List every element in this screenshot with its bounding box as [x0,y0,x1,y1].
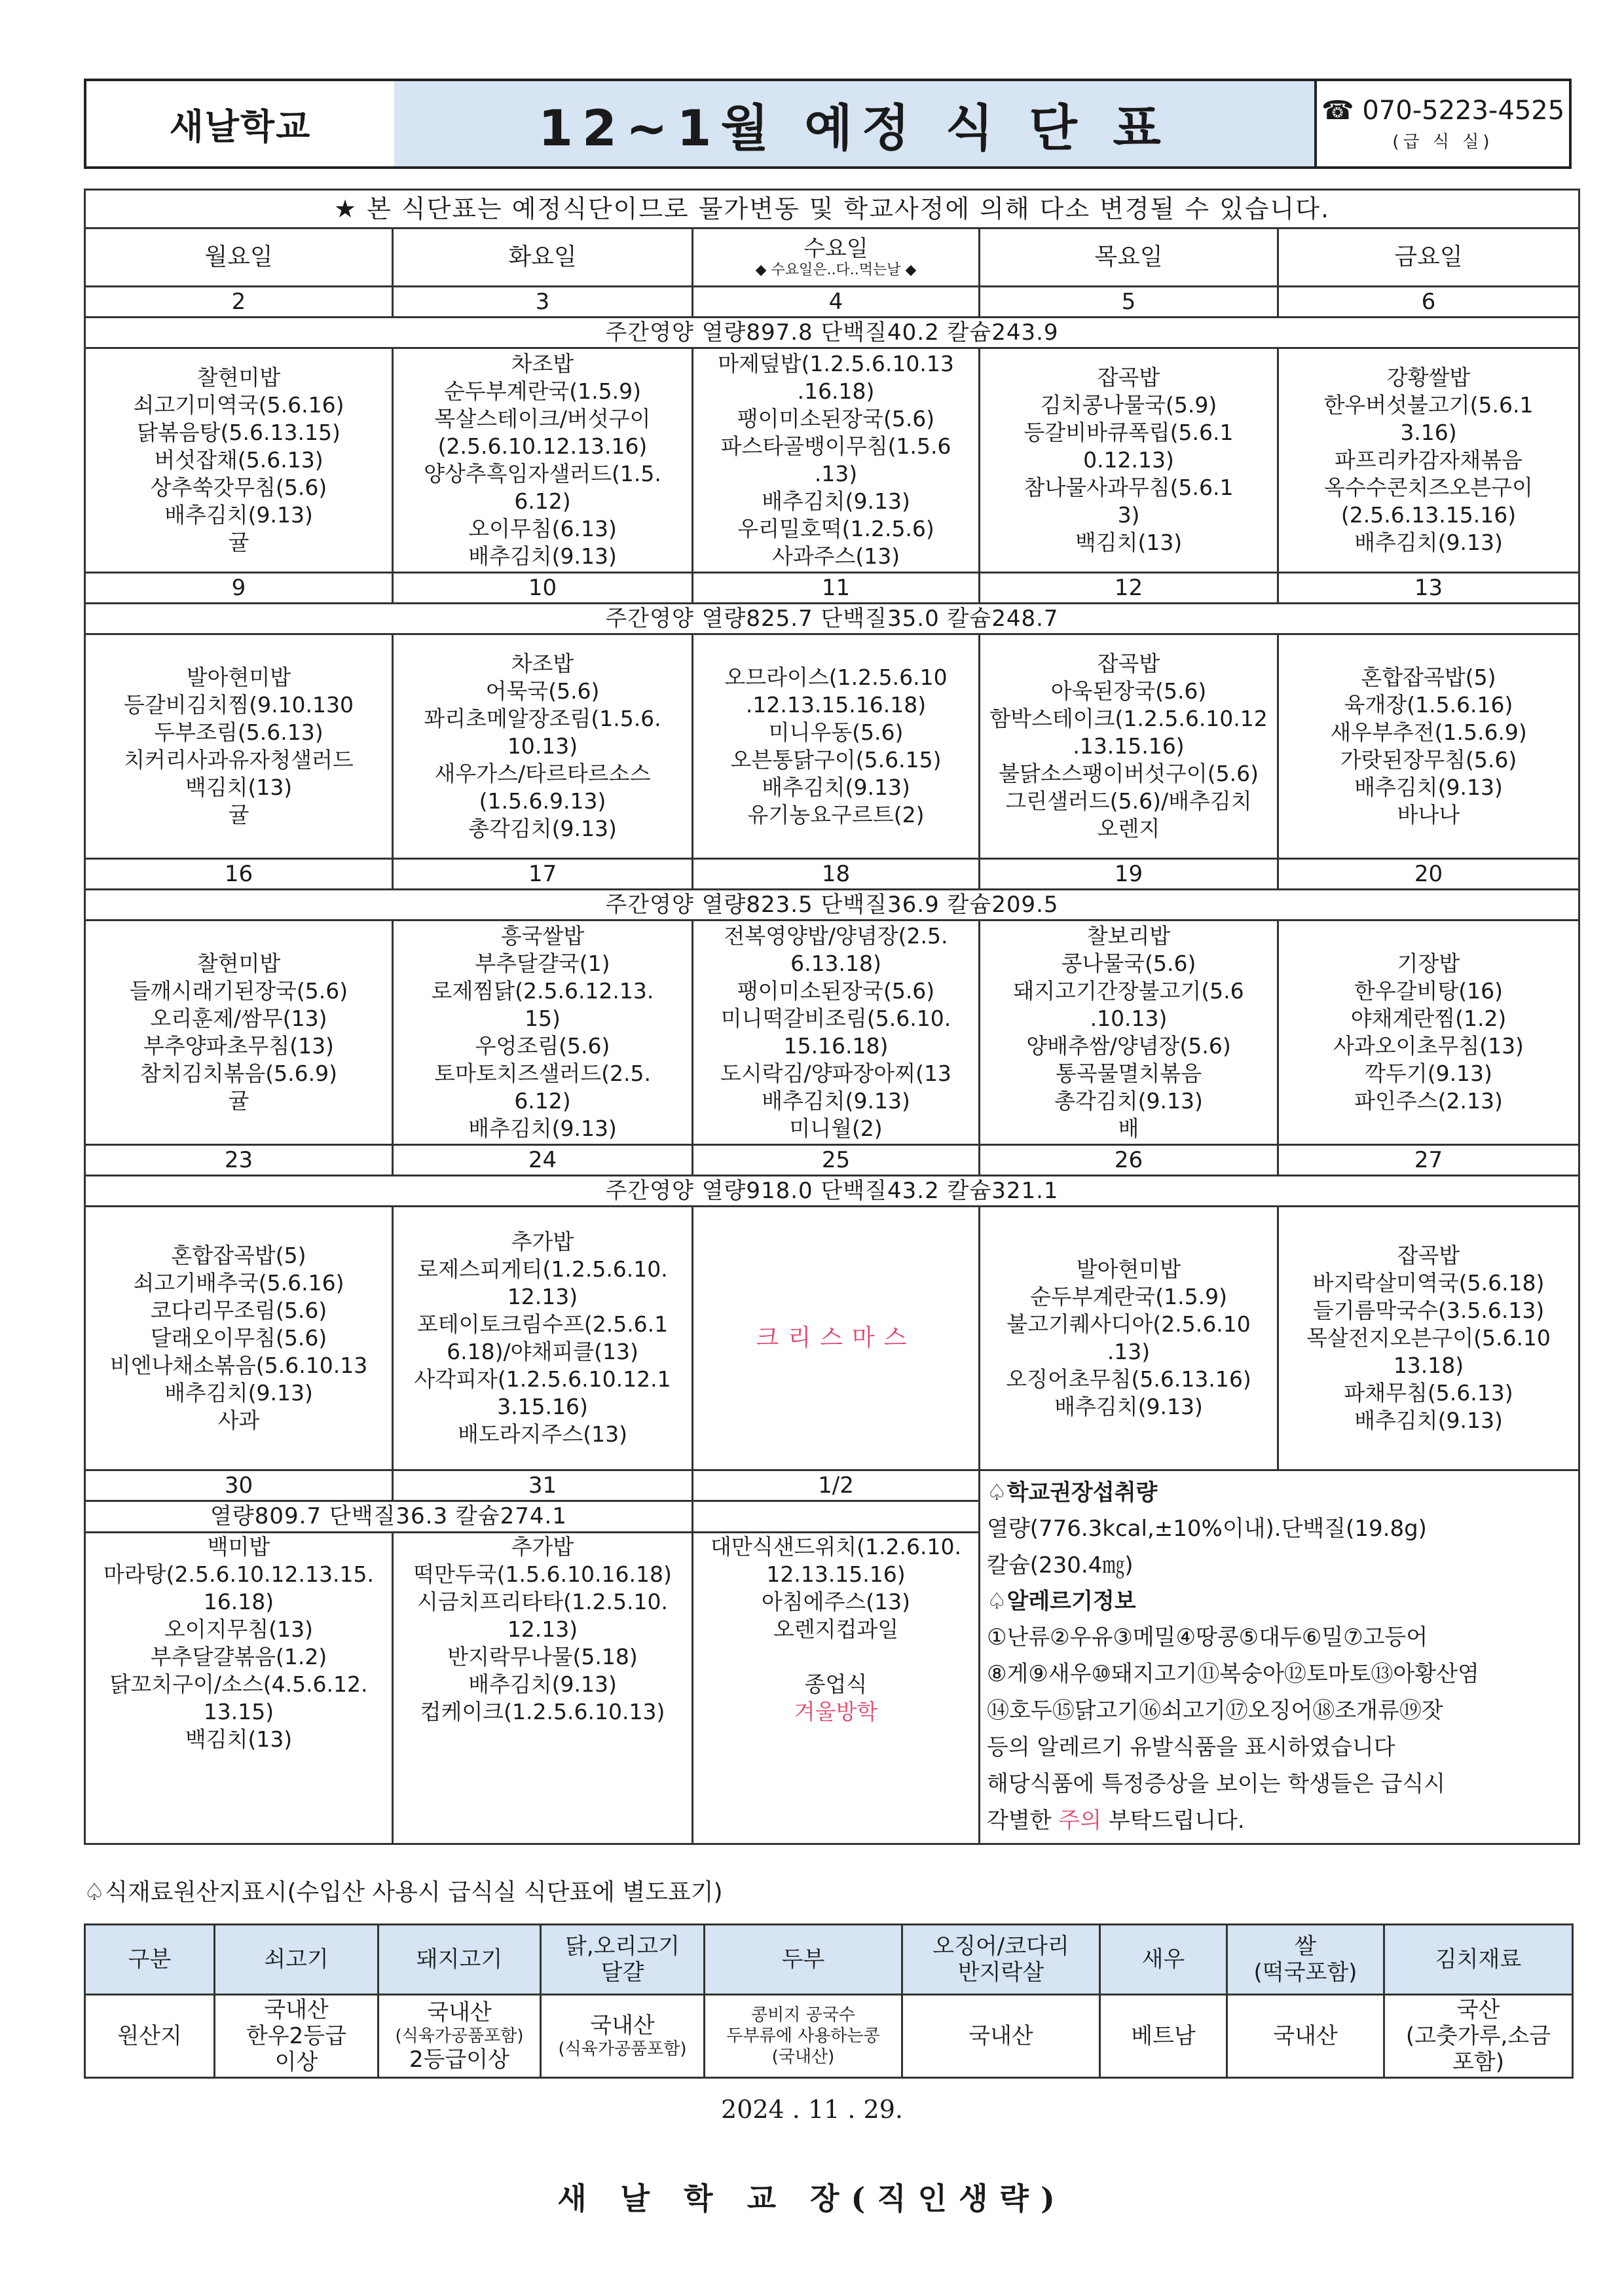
menu-item: 쇠고기미역국(5.6.16) [133,392,344,418]
menu-item: 13.18) [1393,1353,1464,1378]
menu-item: 콩나물국(5.6) [1061,951,1196,976]
menu-item: 깍두기(9.13) [1365,1061,1492,1086]
day-thursday: 목요일 [980,228,1278,287]
origin-header-squid-2: 반지락살 [957,1959,1044,1986]
origin-row-label: 원산지 [85,1995,215,2078]
origin-chicken-1: 국내산 [590,2013,655,2039]
menu-item: 추가밥 [511,1533,574,1559]
menu-item: 참치김치볶음(5.6.9) [140,1061,337,1086]
date-cell-thu: 26 [980,1145,1278,1176]
menu-item: 사과주스(13) [771,543,900,569]
menu-item: 아욱된장국(5.6) [1050,678,1207,704]
meal-row [85,920,1579,1145]
menu-item: 상추쑥갓무침(5.6) [150,475,327,500]
menu-item: 닭볶음탕(5.6.13.15) [137,420,341,445]
origin-header-chicken-1: 닭,오리고기 [564,1933,680,1959]
meal-cell-mon [85,348,393,573]
menu-item: 미니떡갈비조림(5.6.10. [720,1006,951,1031]
meal-cell-thu [980,634,1278,859]
meal-cell-thu [980,348,1278,573]
menu-item: 부추양파초무침(13) [143,1033,334,1059]
meal-cell-fri [1278,1207,1579,1470]
date-cell-fri: 27 [1278,1145,1579,1176]
date-cell-last-0: 30 [85,1470,393,1501]
menu-item: 6.12) [514,488,571,514]
menu-item: .13) [1107,1339,1151,1364]
menu-item: .13.15.16) [1073,733,1185,759]
menu-item: 사과 [217,1408,260,1433]
menu-item: 꽈리초메알장조림(1.5.6. [424,706,661,731]
menu-item: 파인주스(2.13) [1354,1088,1503,1114]
origin-chicken [541,1995,705,2078]
menu-item: 불고기퀘사디아(2.5.6.10 [1006,1311,1251,1337]
caution-line [987,1802,1572,1839]
origin-squid: 국내산 [902,1995,1100,2078]
origin-pork [378,1995,541,2078]
menu-item: .12.13.15.16.18) [745,692,927,718]
menu-item: 비엔나채소볶음(5.6.10.13 [109,1353,368,1378]
weekly-nutrition: 주간영양 열량825.7 단백질35.0 칼슘248.7 [85,604,1579,634]
menu-item: 배추김치(9.13) [762,488,910,514]
menu-item: 부추달걀볶음(1.2) [150,1643,327,1669]
menu-item: 흥국쌀밥 [500,923,585,949]
meal-cell-tue [393,634,693,859]
phone-block [1314,81,1572,166]
menu-item: 코다리무조림(5.6) [150,1298,327,1323]
origin-kimchi-3: 포함) [1452,2049,1504,2075]
menu-item: 통곡물멸치볶음 [1055,1061,1202,1086]
meal-cell-wed [693,348,980,573]
date-cell-fri: 6 [1278,287,1579,318]
day-friday: 금요일 [1278,228,1579,287]
menu-item: 쇠고기배추국(5.6.16) [133,1270,344,1296]
day-monday: 월요일 [85,228,393,287]
menu-item: 배추김치(9.13) [164,502,313,528]
menu-item: 시금치프리타타(1.2.5.10. [417,1588,668,1614]
menu-item: 전복영양밥/양념장(2.5. [724,923,948,949]
meal-cell-mon [85,1207,393,1470]
menu-item: 떡만두국(1.5.6.10.16.18) [413,1561,672,1587]
meal-cell-tue [393,1207,693,1470]
origin-header-rice [1227,1925,1384,1995]
day-wednesday-sub: ◆ 수요일은..다..먹는날 ◆ [755,262,917,278]
menu-item: 15.16.18) [783,1033,889,1059]
date-cell-mon: 9 [85,573,393,604]
menu-item: 12.13) [507,1284,578,1309]
menu-item: 순두부계란국(1.5.9) [1030,1284,1227,1309]
menu-item: 배추김치(9.13) [762,774,910,800]
school-name: 새날학교 [86,81,397,166]
meal-row [85,348,1579,573]
menu-item: (2.5.6.13.15.16) [1340,502,1517,528]
origin-beef-2: 한우2등급 [246,2023,346,2049]
allergy-line: ⑭호두⑮닭고기⑯쇠고기⑰오징어⑱조개류⑲잣 [987,1698,1443,1724]
meal-cell-tue [393,920,693,1145]
menu-item: 한우버섯불고기(5.6.1 [1323,392,1534,418]
menu-item [697,1643,974,1671]
page-title: 12~1월 예정 식 단 표 [394,81,1317,166]
menu-item: 돼지고기간장불고기(5.6 [1013,978,1244,1004]
allergy-line: ①난류②우유③메밀④땅콩⑤대두⑥밀⑦고등어 [987,1624,1428,1650]
meal-cell-fri [1278,348,1579,573]
origin-header-shrimp: 새우 [1100,1925,1227,1995]
meal-cell-last-0 [85,1532,393,1844]
origin-header-category: 구분 [85,1925,215,1995]
menu-item: (1.5.6.9.13) [479,788,606,814]
notice-text: ★ 본 식단표는 예정식단이므로 물가변동 및 학교사정에 의해 다소 변경될 수 있습니다. [85,190,1579,228]
menu-item: 오렌지 [1097,816,1160,841]
menu-item: 순두부계란국(1.5.9) [444,378,641,404]
menu-item: 총각김치(9.13) [1054,1088,1203,1114]
allergy-title: ♤알레르기정보 [987,1588,1136,1614]
menu-item: 혼합잡곡밥(5) [1361,665,1496,690]
menu-item: 혼합잡곡밥(5) [171,1243,306,1268]
phone-label: (급 식 실) [1392,132,1494,152]
origin-tofu-2: 두부류에 사용하는콩 [726,2026,880,2046]
origin-header-squid [902,1925,1100,1995]
menu-item: 사각피자(1.2.5.6.10.12.1 [414,1366,671,1392]
allergy-line: 등의 알레르기 유발식품을 표시하였습니다 [987,1734,1395,1760]
day-tuesday: 화요일 [393,228,693,287]
menu-item: 3) [1117,502,1140,528]
menu-item: 우리밀호떡(1.2.5.6) [737,516,934,541]
date-cell-mon: 16 [85,859,393,890]
menu-item: 등갈비바큐폭립(5.6.1 [1024,420,1234,445]
menu-item: 종업식 [804,1671,868,1697]
weekly-nutrition: 열량809.7 단백질36.3 칼슘274.1 [85,1501,693,1532]
menu-item: 목살스테이크/버섯구이 [434,406,651,431]
origin-kimchi-1: 국산 [1456,1997,1500,2023]
caution-pre: 각별한 [987,1808,1059,1834]
weekly-nutrition: 주간영양 열량823.5 단백질36.9 칼슘209.5 [85,890,1579,920]
caution-post: 부탁드립니다. [1101,1808,1245,1834]
menu-item: 찰보리밥 [1086,923,1171,949]
meal-row [85,634,1579,859]
date-row [85,859,1579,890]
menu-item: 귤 [228,802,249,828]
menu-item: 팽이미소된장국(5.6) [737,406,935,431]
menu-item: 배추김치(9.13) [1354,774,1503,800]
origin-header-chicken-2: 달걀 [600,1959,644,1986]
menu-item: 토마토치즈샐러드(2.5. [434,1061,651,1086]
menu-item: 새우가스/타르타르소스 [434,761,651,786]
origin-header-kimchi: 김치재료 [1384,1925,1573,1995]
menu-item: 배추김치(9.13) [164,1380,313,1406]
menu-item: 파프리카감자채볶음 [1335,447,1522,473]
date-cell-tue: 17 [393,859,693,890]
menu-item: 달래오이무침(5.6) [150,1325,327,1351]
recommend-line: 열량(776.3kcal,±10%이내).단백질(19.8g) [987,1516,1427,1542]
menu-item: 차조밥 [511,351,574,376]
menu-item: 6.13.18) [790,951,881,976]
date-cell-fri: 13 [1278,573,1579,604]
menu-item: 15) [525,1006,561,1031]
menu-item: 오므라이스(1.2.5.6.10 [724,665,948,690]
menu-item: 발아현미밥 [186,665,291,690]
date-cell-thu: 12 [980,573,1278,604]
recommend-title: ♤학교권장섭취량 [987,1480,1158,1506]
menu-item: 배추김치(9.13) [1054,1394,1203,1419]
menu-item: 6.18)/야채피클(13) [447,1339,638,1364]
meal-cell-last-2 [693,1532,980,1844]
meal-cell-fri [1278,634,1579,859]
origin-tofu-3: (국내산) [771,2047,835,2067]
menu-item: 찰현미밥 [196,951,281,976]
meal-row [85,1207,1579,1470]
menu-item: 컵케이크(1.2.5.6.10.13) [420,1698,665,1724]
menu-item: 추가밥 [511,1229,574,1254]
date-row [85,287,1579,318]
menu-item: 어묵국(5.6) [485,678,600,704]
menu-item: 백김치(13) [1075,530,1183,555]
origin-header-chicken [541,1925,705,1995]
date-row [85,573,1579,604]
origin-header-tofu: 두부 [705,1925,902,1995]
weekly-nutrition: 주간영양 열량918.0 단백질43.2 칼슘321.1 [85,1176,1579,1207]
menu-item: 닭꼬치구이/소스(4.5.6.12. [109,1671,368,1697]
menu-item: 12.13) [507,1616,578,1642]
menu-item: 총각김치(9.13) [468,816,617,841]
menu-item: 부추달걀국(1) [475,951,610,976]
menu-item: 마라탕(2.5.6.10.12.13.15. [103,1561,374,1587]
meal-cell-mon [85,634,393,859]
menu-item: 등갈비김치찜(9.10.130 [123,692,354,718]
origin-pork-3: 2등급이상 [409,2047,509,2073]
date-cell-last-1: 31 [393,1470,693,1501]
date-cell-wed: 4 [693,287,980,318]
menu-item: 배추김치(9.13) [468,543,617,569]
origin-beef-1: 국내산 [264,1997,329,2023]
origin-kimchi [1384,1995,1573,2078]
menu-item: 오이무침(6.13) [468,516,617,541]
menu-item: 찰현미밥 [196,365,281,390]
day-wednesday-label: 수요일 [803,236,868,262]
menu-item: 양배추쌈/양념장(5.6) [1026,1033,1231,1059]
menu-item: 귤 [228,1088,249,1114]
allergy-line: ⑧게⑨새우⑩돼지고기⑪복숭아⑫토마토⑬아황산염 [987,1661,1479,1687]
menu-item: 로제스피게티(1.2.5.6.10. [417,1256,668,1282]
date-cell-fri: 20 [1278,859,1579,890]
menu-item: 크리스마스 [756,1324,916,1351]
menu-item: 파채무침(5.6.13) [1344,1380,1513,1406]
menu-item: 10.13) [507,733,578,759]
date-cell-thu: 5 [980,287,1278,318]
menu-item: 발아현미밥 [1076,1256,1181,1282]
menu-item: 바지락살미역국(5.6.18) [1312,1270,1545,1296]
menu-item: 강황쌀밥 [1386,365,1471,390]
origin-beef-3: 이상 [274,2049,318,2075]
menu-item: 13.15) [203,1698,274,1724]
issue-date: 2024 . 11 . 29. [721,2095,903,2124]
menu-item: 오리훈제/쌈무(13) [150,1006,327,1031]
phone-number: ☎ 070-5223-4525 [1321,95,1565,126]
menu-item: 배추김치(9.13) [762,1088,910,1114]
menu-item: 아침에주스(13) [761,1588,911,1614]
menu-item: 팽이미소된장국(5.6) [737,978,935,1004]
recommend-line: 칼슘(230.4㎎) [987,1552,1134,1578]
menu-item: 잡곡밥 [1097,651,1160,676]
origin-pork-2: (식육가공품포함) [395,2026,524,2046]
origin-header-beef: 쇠고기 [215,1925,378,1995]
menu-item: 불닭소스팽이버섯구이(5.6) [998,761,1259,786]
menu-item: 귤 [228,530,249,555]
menu-item: .16.18) [797,378,875,404]
menu-item: 두부조림(5.6.13) [154,720,323,745]
date-cell-last-2: 1/2 [693,1470,980,1501]
origin-tofu [705,1995,902,2078]
menu-item: 배추김치(9.13) [468,1116,617,1141]
menu-item: 오렌지컵과일 [773,1616,899,1642]
origin-pork-1: 국내산 [427,1999,492,2026]
meal-cell-fri [1278,920,1579,1145]
meal-cell-thu [980,1207,1278,1470]
date-cell-wed: 18 [693,859,980,890]
menu-item: 백김치(13) [185,1726,293,1752]
menu-item: (2.5.6.10.12.13.16) [437,433,648,459]
menu-item: 우엉조림(5.6) [475,1033,610,1059]
menu-item: 목살전지오븐구이(5.6.10 [1306,1325,1551,1351]
menu-item: 백김치(13) [185,774,293,800]
origin-beef [215,1995,378,2078]
date-cell-tue: 3 [393,287,693,318]
origin-header-rice-2: (떡국포함) [1253,1959,1357,1986]
menu-item: 김치콩나물국(5.9) [1040,392,1217,418]
menu-item: 백미밥 [207,1533,270,1559]
origin-kimchi-2: (고춧가루,소금 [1405,2023,1551,2049]
meal-cell-wed [693,920,980,1145]
menu-item: 잡곡밥 [1097,365,1160,390]
weekly-nutrition: 주간영양 열량897.8 단백질40.2 칼슘243.9 [85,318,1579,348]
menu-item: 도시락김/양파장아찌(13 [720,1061,951,1086]
menu-item: 오븐통닭구이(5.6.15) [730,747,942,773]
menu-item: 버섯잡채(5.6.13) [154,447,323,473]
meal-cell-wed [693,634,980,859]
date-cell-wed: 11 [693,573,980,604]
origin-header-squid-1: 오징어/코다리 [932,1933,1069,1959]
allergy-line: 해당식품에 특정증상을 보이는 학생들은 급식시 [987,1771,1446,1797]
menu-item: 배추김치(9.13) [1354,1408,1503,1433]
menu-item: 차조밥 [511,651,574,676]
date-cell-mon: 23 [85,1145,393,1176]
menu-item: 미니우동(5.6) [768,720,904,745]
origin-header-pork: 돼지고기 [378,1925,541,1995]
menu-item: 배 [1118,1116,1139,1141]
nutrition-row [85,1176,1579,1207]
date-row [85,1145,1579,1176]
menu-item: 양상추흑임자샐러드(1.5. [424,461,661,486]
date-cell-mon: 2 [85,287,393,318]
origin-shrimp: 베트남 [1100,1995,1227,2078]
menu-item: 6.12) [514,1088,571,1114]
date-cell-tue: 24 [393,1145,693,1176]
menu-item: 파스타골뱅이무침(1.5.6 [720,433,951,459]
date-cell-tue: 10 [393,573,693,604]
menu-item: .13) [814,461,858,486]
menu-item: 배추김치(9.13) [1354,530,1503,555]
menu-item: 3.15.16) [497,1394,588,1419]
menu-item: .10.13) [1090,1006,1168,1031]
menu-item: 16.18) [203,1588,274,1614]
caution-word: 주의 [1058,1808,1102,1834]
menu-item: 새우부추전(1.5.6.9) [1330,720,1527,745]
origin-tofu-1: 콩비지 공국수 [751,2005,855,2025]
meal-cell-last-1 [393,1532,693,1844]
menu-item: 로제찜닭(2.5.6.12.13. [431,978,654,1004]
menu-item: 육개장(1.5.6.16) [1344,692,1513,718]
menu-item: 3.16) [1400,420,1457,445]
menu-item: 대만식샌드위치(1.2.6.10. [710,1533,961,1559]
menu-item: 함박스테이크(1.2.5.6.10.12 [989,706,1268,731]
menu-item: 배도라지주스(13) [457,1421,627,1447]
origin-chicken-2: (식육가공품포함) [558,2039,687,2059]
menu-item: 유기농요구르트(2) [747,802,925,828]
day-wednesday [693,228,980,287]
menu-item: 마제덮밥(1.2.5.6.10.13 [718,351,954,376]
header-box [84,79,1572,169]
menu-item: 12.13.15.16) [766,1561,906,1587]
menu-item: 야채계란찜(1.2) [1350,1006,1507,1031]
origin-table [84,1923,1574,2079]
menu-item: 참나물사과무침(5.6.1 [1024,475,1234,500]
meal-cell-tue [393,348,693,573]
menu-item: 한우갈비탕(16) [1354,978,1504,1004]
menu-item: 잡곡밥 [1397,1243,1460,1268]
info-panel [980,1470,1579,1844]
menu-item: 배추김치(9.13) [468,1671,617,1697]
menu-item: 미니월(2) [789,1116,883,1141]
nutrition-row [85,890,1579,920]
date-cell-wed: 25 [693,1145,980,1176]
menu-item: 들깨시래기된장국(5.6) [129,978,348,1004]
menu-item: 들기름막국수(3.5.6.13) [1312,1298,1545,1323]
origin-header-rice-1: 쌀 [1295,1933,1316,1959]
menu-item: 반지락무나물(5.18) [447,1643,638,1669]
menu-table [84,189,1580,1845]
menu-item: 오이지무침(13) [164,1616,314,1642]
menu-item: 그린샐러드(5.6)/배추김치 [1005,788,1252,814]
menu-item: 바나나 [1397,802,1460,828]
menu-item: 포테이토크림수프(2.5.6.1 [416,1311,669,1337]
date-row [85,1470,1579,1501]
meal-cell-mon [85,920,393,1145]
menu-item: 기장밥 [1397,951,1460,976]
menu-item: 옥수수콘치즈오븐구이 [1324,475,1533,500]
nutrition-empty [693,1501,980,1532]
principal-sign: 새 날 학 교 장(직인생략) [557,2181,1067,2216]
menu-item: 오징어초무침(5.6.13.16) [1006,1366,1251,1392]
menu-item: 사과오이초무침(13) [1333,1033,1524,1059]
date-cell-thu: 19 [980,859,1278,890]
menu-item: 0.12.13) [1083,447,1174,473]
origin-rice: 국내산 [1227,1995,1384,2078]
nutrition-row [85,604,1579,634]
meal-cell-thu [980,920,1278,1145]
menu-item: 치커리사과유자청샐러드 [124,747,354,773]
menu-item: 가랏된장무침(5.6) [1340,747,1517,773]
winter-break: 겨울방학 [794,1698,878,1724]
nutrition-row [85,318,1579,348]
meal-cell-wed [693,1207,980,1470]
origin-title: ♤식재료원산지표시(수입산 사용시 급식실 식단표에 별도표기) [84,1879,723,1906]
